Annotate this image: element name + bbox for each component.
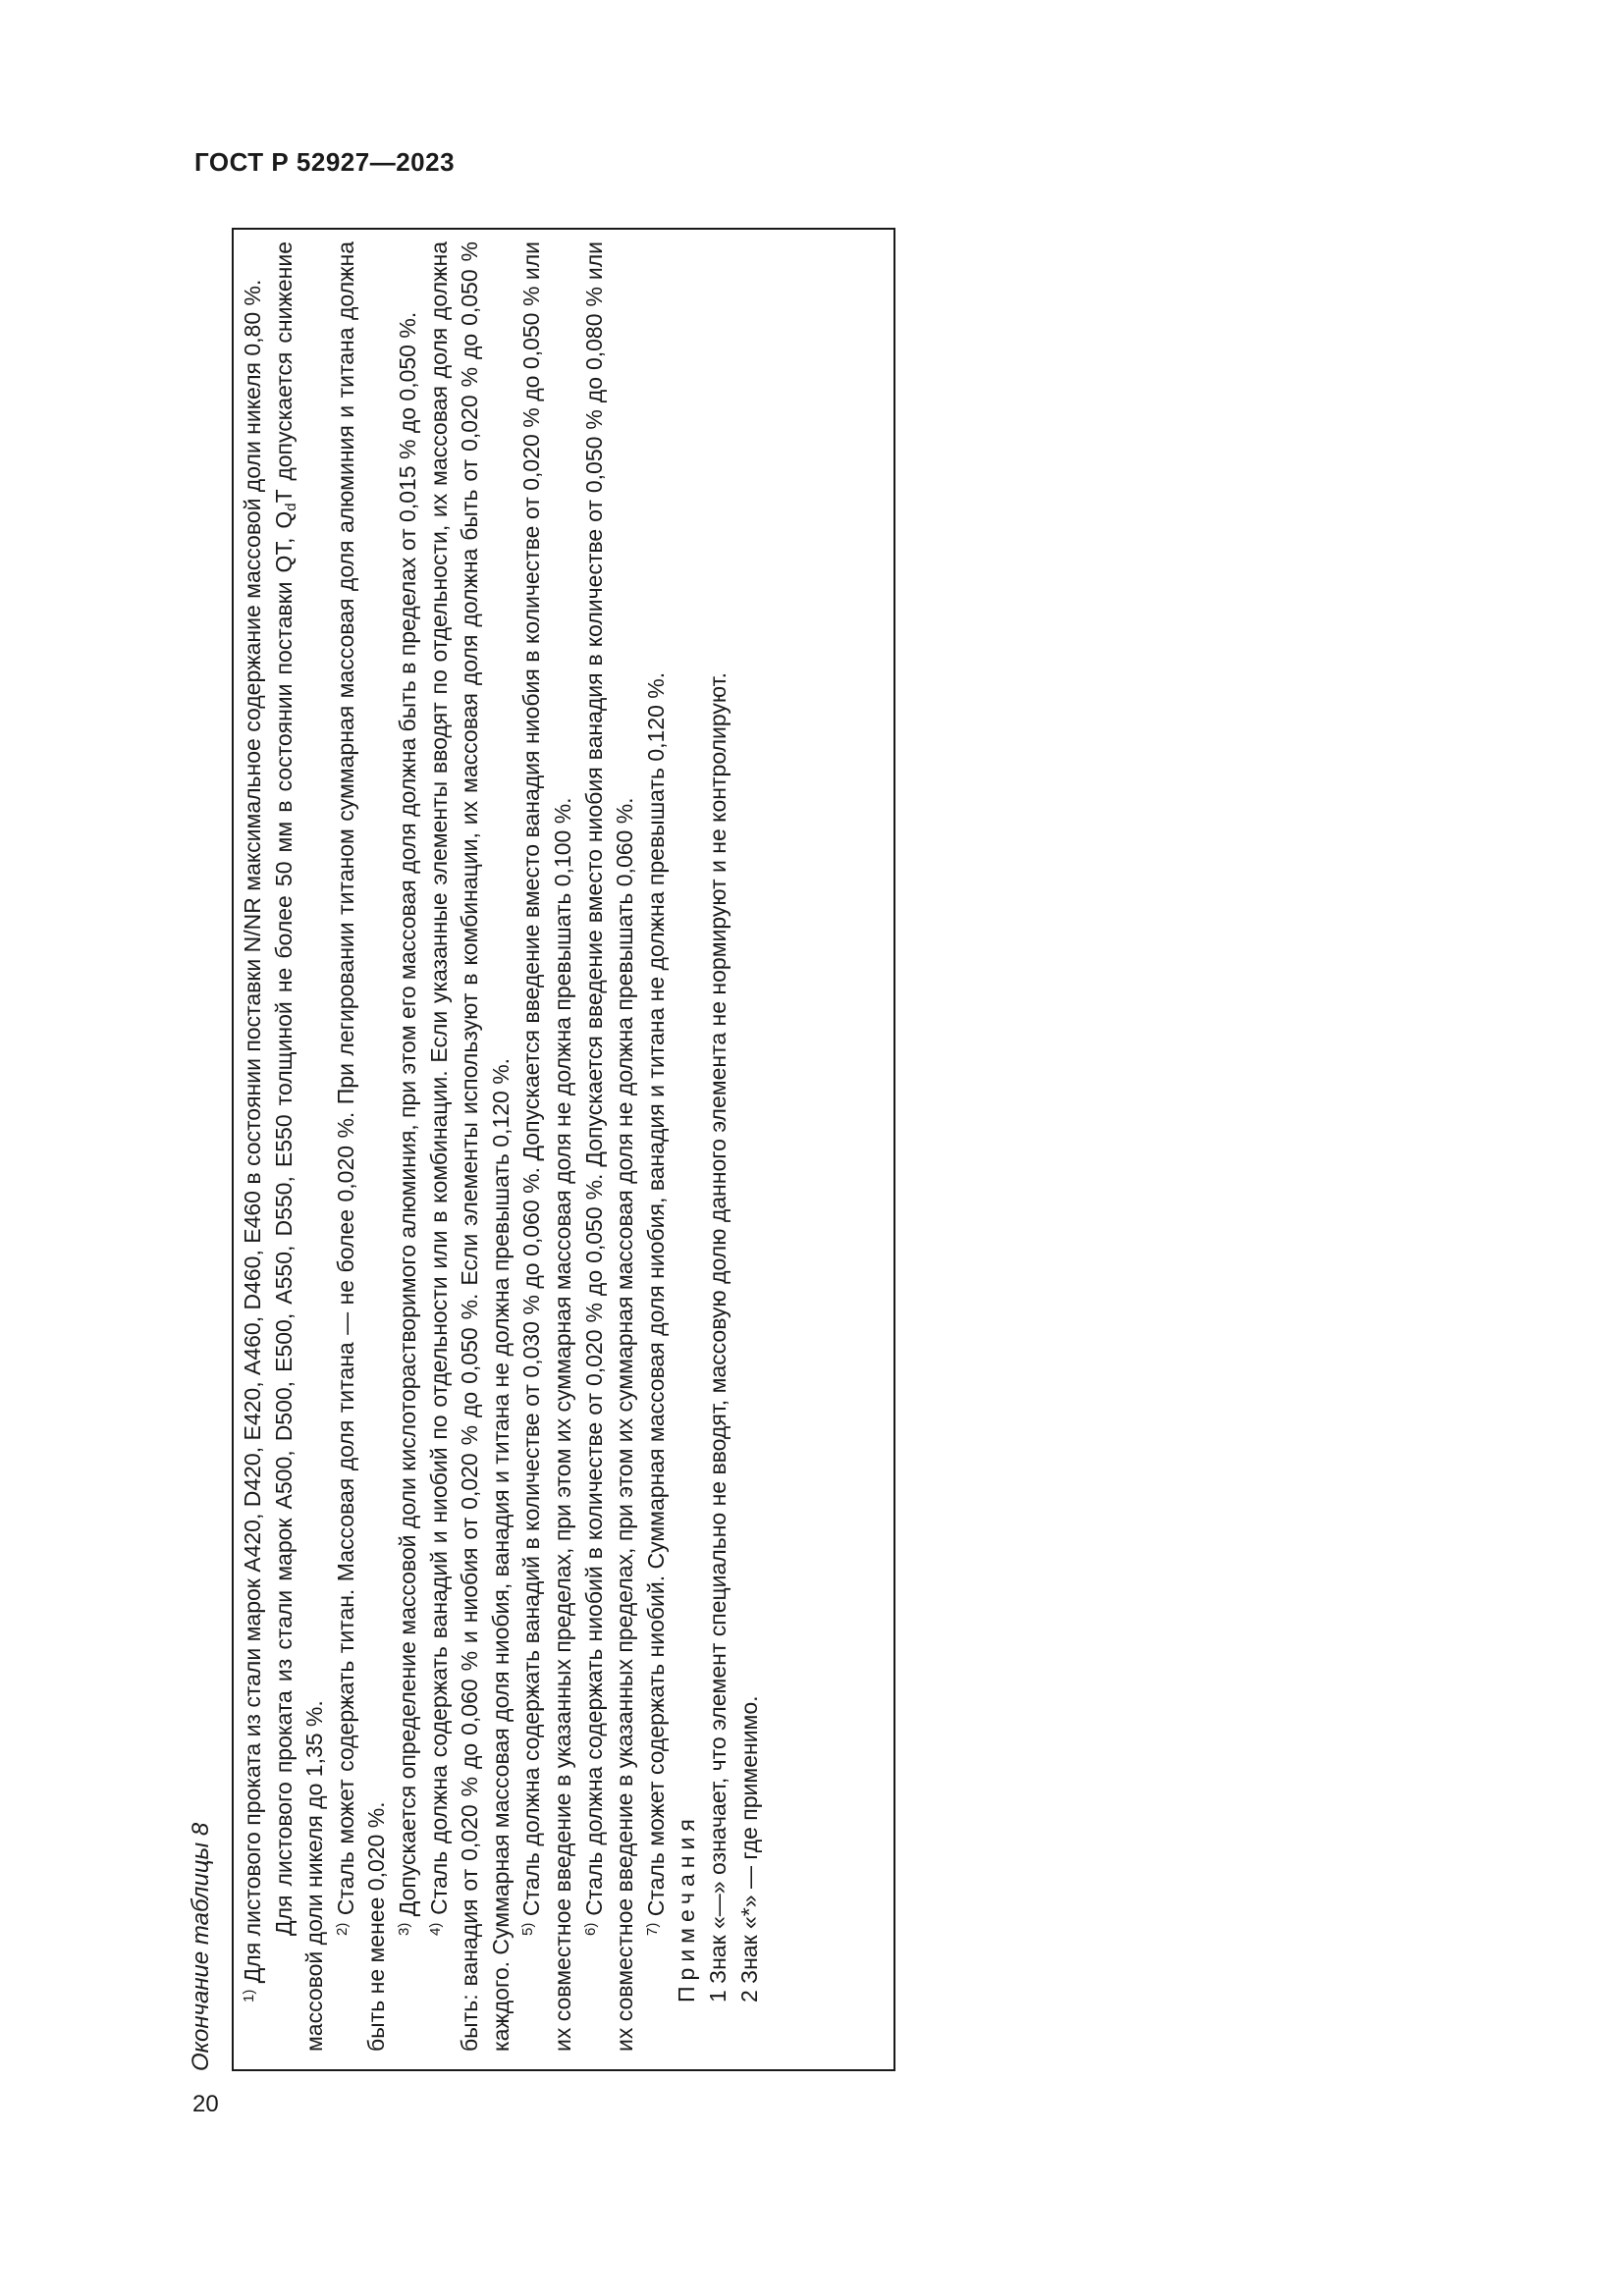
footnote-mark: 5) [519, 1922, 537, 1936]
rotated-table-continuation [185, 226, 901, 2071]
footnote-2 [331, 241, 393, 2052]
footnotes-table [232, 228, 895, 2071]
footnote-text: Сталь может содержать титан. Массовая доля титана — не более 0,020 %. При легировании титаном суммарная массовая доля алюминия и титана должна быть не менее 0,020 %. [332, 241, 390, 2052]
footnote-text: Сталь может содержать ниобий. Суммарная массовая доля ниобия, ванадия и титана не должна превышать 0,120 %. [642, 671, 669, 1923]
footnote-mark: 1) [241, 1989, 257, 2002]
footnote-text: Для листового проката из стали марок А420, D420, Е420, А460, D460, Е460 в состоянии поставки N/NR максимальное содержание массовой доли никеля 0,80 %. [240, 279, 265, 1990]
footnote-mark: 7) [643, 1922, 661, 1936]
footnote-mark: 3) [395, 1922, 412, 1936]
footnote-text: Для листового проката из стали марок А500, D500, Е500, А550, D550, Е550 толщиной не более 50 мм в состоянии поставки QT, Q [270, 510, 297, 1936]
footnote-1-continuation [269, 241, 331, 2052]
document-header-title: ГОСТ Р 52927—2023 [194, 147, 456, 177]
footnote-text: Сталь должна содержать ванадий и ниобий по отдельности или в комбинации. Если указанные элементы вводят по отдельности, их массовая доля должна быть: ванадия от 0,020 % до 0,060 % и ниобия от 0,020 % до 0,050 %. Если элементы используют в комбинации, их массовая доля должна быть от 0,020 % до 0,050 % каждого. Суммарная массовая доля ниобия, ванадия и титана не должна превышать 0,120 %. [425, 241, 514, 2052]
footnote-text: Сталь должна содержать ванадий в количестве от 0,030 % до 0,060 %. Допускается введение вместо ванадия ниобия в количестве от 0,020 % до 0,050 % или их совместное введение в указанных пределах, при этом их суммарная массовая доля не должна превышать 0,100 %. [518, 241, 575, 2052]
subscript: d [282, 503, 299, 511]
footnote-mark: 6) [581, 1922, 599, 1936]
footnote-6 [579, 241, 641, 2052]
table-caption: Окончание таблицы 8 [188, 1822, 214, 2071]
footnote-4 [424, 241, 517, 2052]
note-2: 2 Знак «*» — где применимо. [735, 1695, 762, 2002]
footnote-text: Сталь должна содержать ниобий в количестве от 0,020 % до 0,050 %. Допускается введение вместо ниобия ванадия в количестве от 0,050 % до 0,080 % или их совместное введение в указанных пределах, при этом их суммарная массовая доля не должна превышать 0,060 %. [580, 241, 638, 2052]
footnote-5 [516, 241, 578, 2052]
footnote-7 [641, 241, 673, 2052]
page-number: 20 [192, 2091, 219, 2117]
footnote-1 [238, 241, 269, 2052]
notes-heading: Примечания [674, 1813, 700, 2002]
footnote-3 [393, 241, 424, 2052]
footnote-mark: 4) [426, 1922, 444, 1936]
footnote-text-tail: T допускается снижение массовой доли никеля до 1,35 %. [270, 241, 328, 2052]
note-1: 1 Знак «—» означает, что элемент специально не вводят, массовую долю данного элемента не нормируют и не контролируют. [704, 671, 731, 2002]
footnote-text: Допускается определение массовой доли кислоторастворимого алюминия, при этом его массовая доля должна быть в пределах от 0,015 % до 0,050 %. [394, 311, 420, 1923]
footnote-mark: 2) [333, 1922, 351, 1936]
